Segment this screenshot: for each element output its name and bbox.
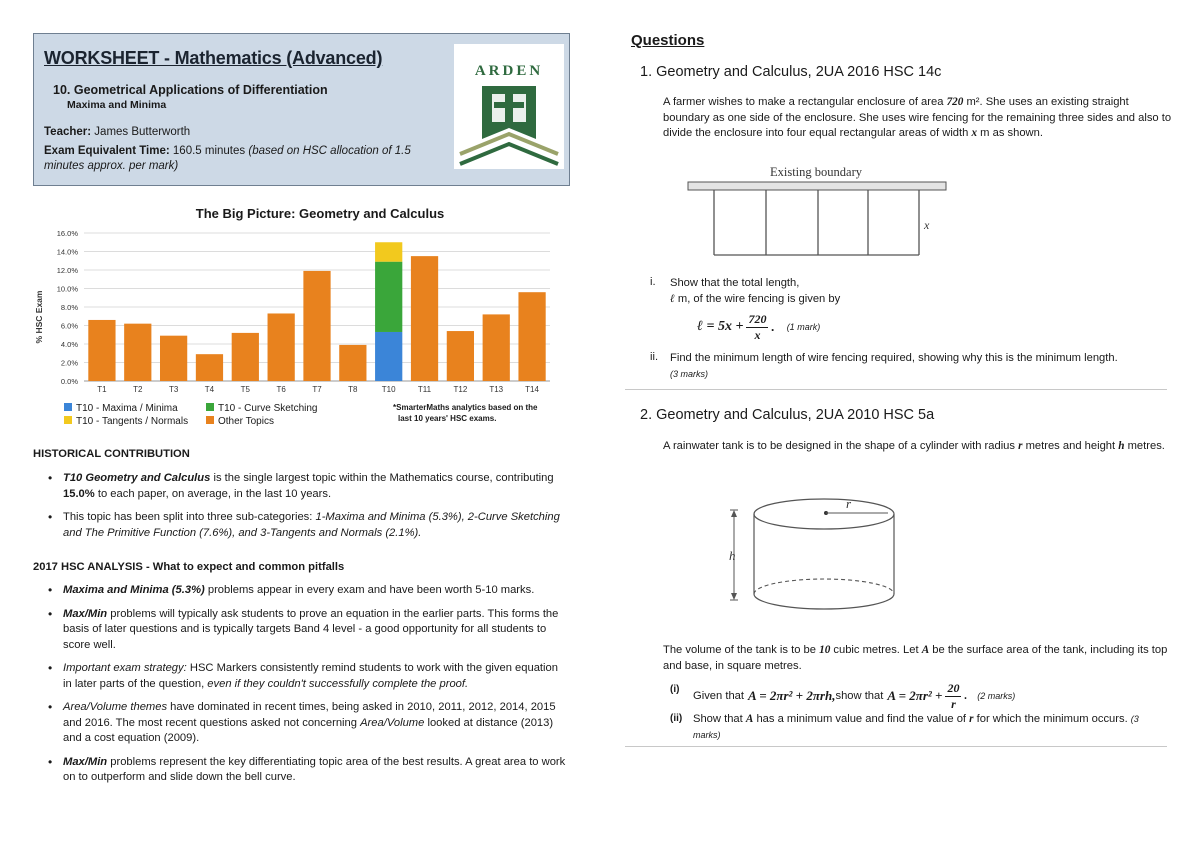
q1-part-ii-marks: (3 marks) — [670, 369, 708, 379]
worksheet-topic: 10. Geometrical Applications of Differentiation — [53, 83, 328, 97]
q1-part-i-text: Show that the total length, ℓ m, of the wire fencing is given by — [670, 277, 841, 305]
list-item: • Max/Min problems represent the key differentiating topic area of the best results. A great area to work on to outperform and slide down the bell curve. — [48, 755, 568, 786]
x-tick-label: T6 — [276, 385, 286, 394]
historical-list — [48, 471, 568, 549]
diagram-x-label: x — [924, 218, 930, 232]
list-item: • Important exam strategy: HSC Markers consistently remind students to work with the given equation in later parts of the question, even if they couldn't successfully complete the proof. — [48, 661, 568, 692]
list-item: • This topic has been split into three sub-categories: 1-Maxima and Minima (5.3%), 2-Curve Sketching and The Primitive Function (7.6%), and 3-Tangents and Normals (2.1%). — [48, 510, 568, 541]
bar-t14 — [518, 292, 545, 381]
chart-title: The Big Picture: Geometry and Calculus — [195, 206, 445, 221]
legend-tangents: T10 - Tangents / Normals — [76, 416, 189, 427]
legend-swatch-tangents — [64, 416, 72, 424]
x-tick-label: T10 — [381, 385, 396, 394]
y-tick-label: 6.0% — [60, 321, 78, 331]
geometry-calculus-chart — [30, 200, 560, 432]
diagram-h-label: h — [729, 548, 736, 563]
exam-time-value: 160.5 minutes — [172, 145, 246, 157]
x-tick-label: T12 — [453, 385, 468, 394]
teacher-line — [44, 126, 190, 138]
q2-part-i-label: (i) — [670, 684, 680, 695]
y-tick-label: 2.0% — [60, 358, 78, 368]
worksheet-subtopic: Maxima and Minima — [67, 99, 167, 111]
worksheet-header — [33, 33, 570, 186]
q1-formula: ℓ = 5x + $\frac{720}{x}$ . (1 mark) — [697, 311, 821, 342]
chart-footnote-2: last 10 years' HSC exams. — [398, 414, 497, 423]
bar-t8 — [339, 345, 366, 381]
bar-t1 — [88, 320, 115, 381]
chart-ylabel: % HSC Exam — [34, 290, 44, 344]
bar-t12 — [447, 331, 474, 381]
y-tick-label: 10.0% — [56, 284, 78, 294]
analysis-heading: 2017 HSC ANALYSIS - What to expect and common pitfalls — [33, 561, 345, 573]
x-tick-label: T5 — [240, 385, 250, 394]
y-tick-label: 16.0% — [56, 229, 78, 238]
y-tick-label: 4.0% — [60, 340, 78, 349]
bar-t5 — [232, 333, 259, 381]
q1-fence-diagram — [686, 162, 948, 260]
y-tick-label: 14.0% — [56, 247, 78, 257]
bar-t2 — [124, 324, 151, 381]
q2-text: A rainwater tank is to be designed in the shape of a cylinder with radius r metres and height h metres. — [663, 440, 1165, 452]
y-tick-label: 0.0% — [60, 377, 78, 386]
list-item: • Maxima and Minima (5.3%) problems appear in every exam and have been worth 5-10 marks. — [48, 583, 568, 599]
bar-t6 — [268, 313, 295, 381]
y-tick-label: 8.0% — [60, 303, 78, 312]
bar-t11 — [411, 256, 438, 381]
bar-segment-t10-maxima-minima — [375, 332, 402, 381]
x-tick-label: T11 — [417, 385, 432, 394]
analysis-list — [48, 583, 568, 794]
q1-part-ii-text: Find the minimum length of wire fencing required, showing why this is the minimum length. — [670, 352, 1118, 364]
q1-part-i-label: i. — [650, 276, 656, 288]
teacher-name: James Butterworth — [94, 126, 191, 138]
worksheet-title: WORKSHEET - Mathematics (Advanced) — [44, 48, 383, 68]
list-item: • Max/Min problems will typically ask students to prove an equation in the earlier parts. This forms the basis of later questions and is typically targets Band 4 level - a good opportunity for all students to score well. — [48, 607, 568, 654]
x-tick-label: T3 — [168, 385, 179, 394]
bar-t7 — [303, 271, 330, 381]
logo-text: ARDEN — [474, 63, 544, 79]
legend-curve: T10 - Curve Sketching — [218, 403, 318, 414]
x-tick-label: T7 — [312, 385, 322, 394]
chart-footnote-1: *SmarterMaths analytics based on the — [393, 403, 538, 412]
q2-part-ii-text: Show that A has a minimum value and find the value of r for which the minimum occurs. (3 marks) — [693, 713, 1139, 740]
bar-t4 — [196, 354, 223, 381]
x-tick-label: T13 — [489, 385, 504, 394]
exam-time-line — [44, 144, 444, 174]
legend-swatch-other — [206, 416, 214, 424]
bar-t13 — [483, 314, 510, 381]
bar-segment-t10-tangents-normals — [375, 242, 402, 261]
legend-other: Other Topics — [218, 416, 274, 427]
q2-part-i: Given that A = 2πr² + 2πrh, show that A = 2πr² + $\frac{20}{r}$ . (2 marks) — [693, 680, 1016, 711]
x-tick-label: T8 — [348, 385, 358, 394]
q1-part-ii-label: ii. — [650, 351, 659, 363]
q1-title: 1. Geometry and Calculus, 2UA 2016 HSC 14c — [640, 64, 942, 80]
q2-part-ii-label: (ii) — [670, 713, 683, 724]
x-tick-label: T4 — [204, 385, 215, 394]
separator — [625, 746, 1167, 747]
q2-title: 2. Geometry and Calculus, 2UA 2010 HSC 5a — [640, 407, 935, 423]
y-tick-label: 12.0% — [56, 266, 78, 275]
questions-heading: Questions — [631, 32, 705, 49]
list-item: • Area/Volume themes have dominated in recent times, being asked in 2010, 2011, 2012, 2014, 2015 and 2016. The most recent questions asked not concerning Area/Volume looked at distance (2013) and a cost equation (2009). — [48, 700, 568, 747]
q2-cylinder-diagram — [722, 494, 900, 614]
legend-swatch-curve — [206, 403, 214, 411]
exam-time-label: Exam Equivalent Time: — [44, 145, 170, 157]
x-tick-label: T2 — [133, 385, 143, 394]
q2-volume-text: The volume of the tank is to be 10 cubic metres. Let A be the surface area of the tank, including its top and base, in square metres. — [663, 644, 1168, 672]
legend-swatch-maxima — [64, 403, 72, 411]
q1-text: A farmer wishes to make a rectangular enclosure of area 720 m². She uses an existing straight boundary as one side of the enclosure. She uses wire fencing for the remaining three sides and also to divide the enclosure into four equal rectangular areas of width x m as shown. — [663, 96, 1172, 139]
separator — [625, 389, 1167, 390]
x-tick-label: T1 — [97, 385, 107, 394]
teacher-label: Teacher: — [44, 126, 92, 138]
historical-heading: HISTORICAL CONTRIBUTION — [33, 448, 190, 460]
bar-t3 — [160, 336, 187, 381]
legend-maxima: T10 - Maxima / Minima — [76, 403, 178, 414]
exam-time-note: (based on HSC allocation of 1.5 minutes approx. per mark) — [44, 145, 411, 172]
x-tick-label: T14 — [525, 385, 539, 394]
bar-segment-t10-curve-sketching — [375, 262, 402, 332]
arden-logo — [454, 44, 564, 169]
list-item: • T10 Geometry and Calculus is the single largest topic within the Mathematics course, contributing 15.0% to each paper, on average, in the last 10 years. — [48, 471, 568, 502]
diagram-r-label: r — [846, 496, 852, 511]
boundary-label: Existing boundary — [769, 165, 863, 179]
